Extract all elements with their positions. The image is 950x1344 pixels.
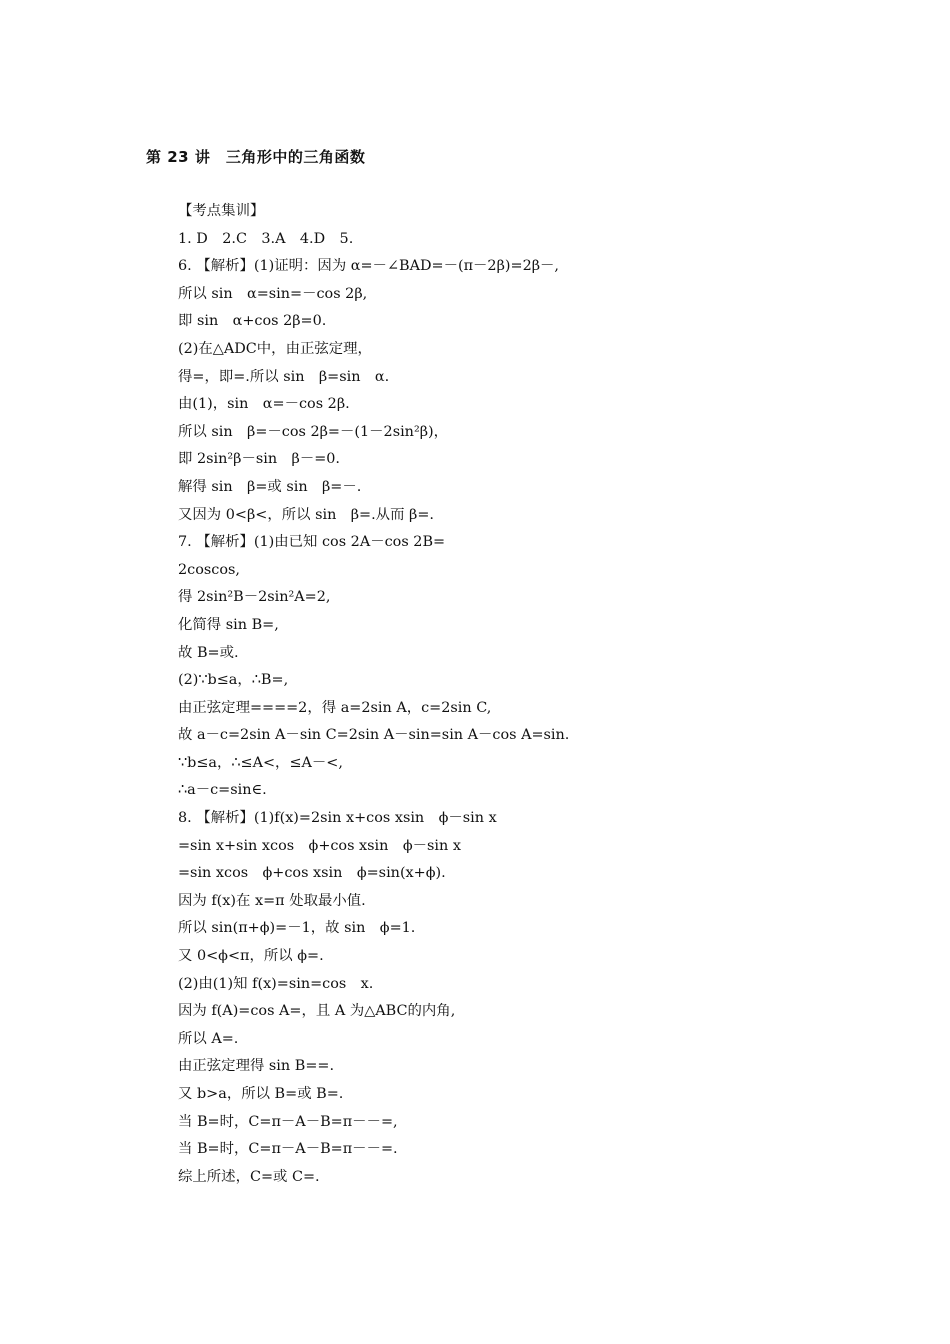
text-line: 故 a－c=2sin A－sin C=2sin A－sin=sin A－cos A=sin. xyxy=(178,727,570,744)
text-line: 由正弦定理得 sin B==. xyxy=(178,1058,335,1075)
problem-7-heading: 7. 【解析】(1)由已知 cos 2A－cos 2B= xyxy=(178,534,446,551)
text-line: (2)由(1)知 f(x)=sin=cos x. xyxy=(178,975,374,992)
text-line: 2coscos, xyxy=(178,561,240,578)
answer-line: 1. D 2.C 3.A 4.D 5. xyxy=(178,230,354,247)
text-line: 得=，即=.所以 sin β=sin α. xyxy=(178,368,390,385)
text-line: 所以 sin α=sin=－cos 2β, xyxy=(178,285,368,302)
text-line: 所以 sin(π+ϕ)=－1，故 sin ϕ=1. xyxy=(178,920,416,937)
text-line: 即 2sin²β－sin β－=0. xyxy=(178,451,341,468)
problem-8-heading: 8. 【解析】(1)f(x)=2sin x+cos xsin ϕ－sin x xyxy=(178,810,497,827)
text-line: 故 B=或. xyxy=(178,644,239,661)
text-line: 所以 sin β=－cos 2β=－(1－2sin²β)， xyxy=(178,423,449,440)
document-body xyxy=(178,198,898,1191)
text-line: (2)∵b≤a，∴B=, xyxy=(178,672,289,689)
text-line: 得 2sin²B－2sin²A=2, xyxy=(178,589,331,606)
text-line: 即 sin α+cos 2β=0. xyxy=(178,313,327,330)
text-line: 综上所述，C=或 C=. xyxy=(178,1168,320,1185)
text-line: 解得 sin β=或 sin β=－. xyxy=(178,478,362,495)
text-line: 由正弦定理====2，得 a=2sin A，c=2sin C, xyxy=(178,699,492,716)
text-line: 所以 A=. xyxy=(178,1030,239,1047)
text-line: ∵b≤a，∴≤A<，≤A－<, xyxy=(178,754,343,771)
text-line: 化简得 sin B=, xyxy=(178,616,279,633)
text-line: 又 0<ϕ<π，所以 ϕ=. xyxy=(178,948,324,965)
text-line: =sin xcos ϕ+cos xsin ϕ=sin(x+ϕ). xyxy=(178,865,446,882)
text-line: ∴a－c=sin∈. xyxy=(178,782,267,799)
text-line: 又因为 0<β<，所以 sin β=.从而 β=. xyxy=(178,506,434,523)
problem-6-heading: 6. 【解析】(1)证明：因为 α=－∠BAD=－(π－2β)=2β－, xyxy=(178,258,560,275)
text-line: (2)在△ADC中，由正弦定理， xyxy=(178,340,372,357)
text-line: 因为 f(x)在 x=π 处取最小值. xyxy=(178,892,366,909)
text-line: 当 B=时，C=π－A－B=π－－=, xyxy=(178,1113,398,1130)
text-line: =sin x+sin xcos ϕ+cos xsin ϕ－sin x xyxy=(178,837,461,854)
text-line: 当 B=时，C=π－A－B=π－－=. xyxy=(178,1141,398,1158)
page-title: 第 23 讲 三角形中的三角函数 xyxy=(146,148,366,166)
text-line: 由(1)，sin α=－cos 2β. xyxy=(178,396,350,413)
text-line: 因为 f(A)=cos A=，且 A 为△ABC的内角, xyxy=(178,1003,456,1020)
section-heading: 【考点集训】 xyxy=(178,203,265,219)
text-line: 又 b>a，所以 B=或 B=. xyxy=(178,1086,344,1102)
